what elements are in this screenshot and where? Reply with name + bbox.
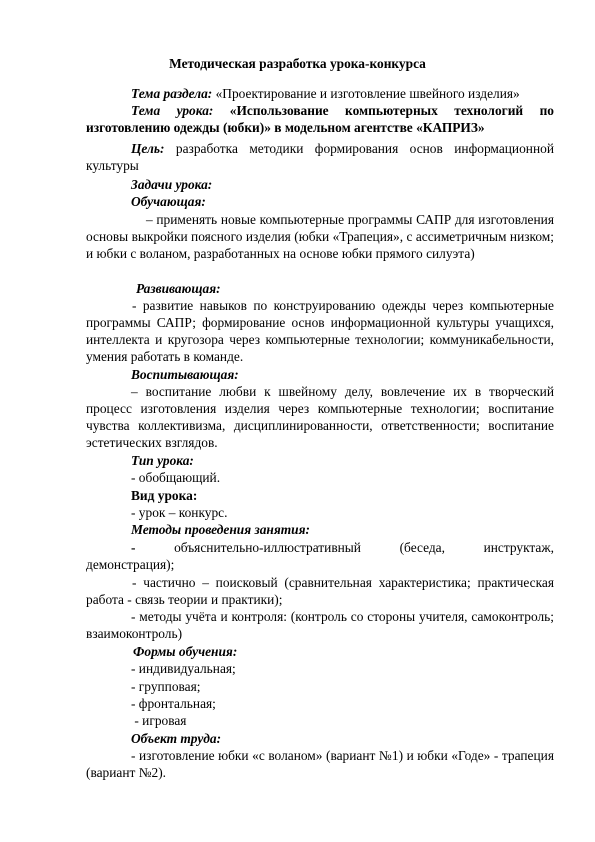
method-1-continued: демонстрация); bbox=[86, 557, 175, 572]
lesson-topic-value: «Использование компьютерных технологий по изготовлению одежды (юбки)» в модельном агентстве «КАПРИЗ» bbox=[86, 103, 554, 135]
lesson-type-heading: Тип урока: bbox=[131, 453, 194, 468]
section-theme-value: «Проектирование и изготовление швейного изделия» bbox=[215, 86, 520, 101]
lesson-kind-value: - урок – конкурс. bbox=[131, 505, 228, 520]
method-3 bbox=[86, 609, 554, 643]
object-text bbox=[86, 748, 554, 782]
lesson-kind-heading: Вид урока: bbox=[131, 488, 198, 503]
form-item: - групповая; bbox=[131, 679, 201, 694]
educating-heading: Воспитывающая: bbox=[131, 367, 239, 382]
document-title: Методическая разработка урока-конкурса bbox=[169, 56, 426, 71]
educating-text bbox=[86, 384, 554, 452]
section-theme-label: Тема раздела: bbox=[131, 86, 213, 101]
method-1-word-c: инструктаж, bbox=[483, 540, 554, 555]
teaching-heading: Обучающая: bbox=[131, 194, 206, 209]
methods-heading: Методы проведения занятия: bbox=[131, 522, 310, 537]
object-text-content: - изготовление юбки «с воланом» (вариант №1) и юбки «Годе» - трапеция (вариант №2). bbox=[86, 748, 554, 780]
method-1-word-a: объяснительно-иллюстративный bbox=[174, 540, 361, 555]
developing-text bbox=[86, 298, 554, 366]
lesson-goal bbox=[86, 141, 554, 175]
section-theme-line bbox=[131, 86, 520, 103]
lesson-goal-value: разработка методики формирования основ информационной культуры bbox=[86, 141, 554, 173]
method-2-text: - частично – поисковый (сравнительная характеристика; практическая работа - связь теории и практики); bbox=[86, 575, 554, 607]
form-item: - игровая bbox=[131, 713, 187, 728]
lesson-topic-label: Тема урока: bbox=[131, 103, 214, 118]
lesson-type-value: - обобщающий. bbox=[131, 470, 221, 485]
developing-text-content: - развитие навыков по конструированию одежды через компьютерные программы САПР; формирование основ информационной культуры учащихся, интеллекта и кругозора через компьютерные технологии; коммуникабельности, умения работать в команде. bbox=[86, 298, 554, 364]
method-1-dash: - bbox=[131, 540, 136, 555]
method-1-line bbox=[131, 540, 554, 557]
developing-heading: Развивающая: bbox=[136, 281, 221, 296]
method-2 bbox=[86, 575, 554, 609]
teaching-text-content: – применять новые компьютерные программы САПР для изготовления основы выкройки поясного изделия (юбки «Трапеция», с ассиметричным низком; и юбки с воланом, разработанных на основе юбки прямого силуэта) bbox=[86, 212, 554, 261]
teaching-text bbox=[86, 212, 554, 263]
tasks-heading: Задачи урока: bbox=[131, 177, 213, 192]
lesson-topic bbox=[86, 103, 554, 137]
educating-text-content: – воспитание любви к швейному делу, вовлечение их в творческий процесс изготовления изделия через компьютерные технологии; воспитание чувства коллективизма, дисциплинированности, ответственности; воспитание эстетических взглядов. bbox=[86, 384, 554, 450]
forms-heading: Формы обучения: bbox=[133, 644, 238, 659]
form-item: - фронтальная; bbox=[131, 696, 216, 711]
form-item: - индивидуальная; bbox=[131, 661, 236, 676]
method-1-word-b: (беседа, bbox=[399, 540, 445, 555]
lesson-goal-label: Цель: bbox=[131, 141, 165, 156]
method-3-text: - методы учёта и контроля: (контроль со стороны учителя, самоконтроль; взаимоконтроль) bbox=[86, 609, 554, 641]
object-heading: Объект труда: bbox=[131, 731, 222, 746]
